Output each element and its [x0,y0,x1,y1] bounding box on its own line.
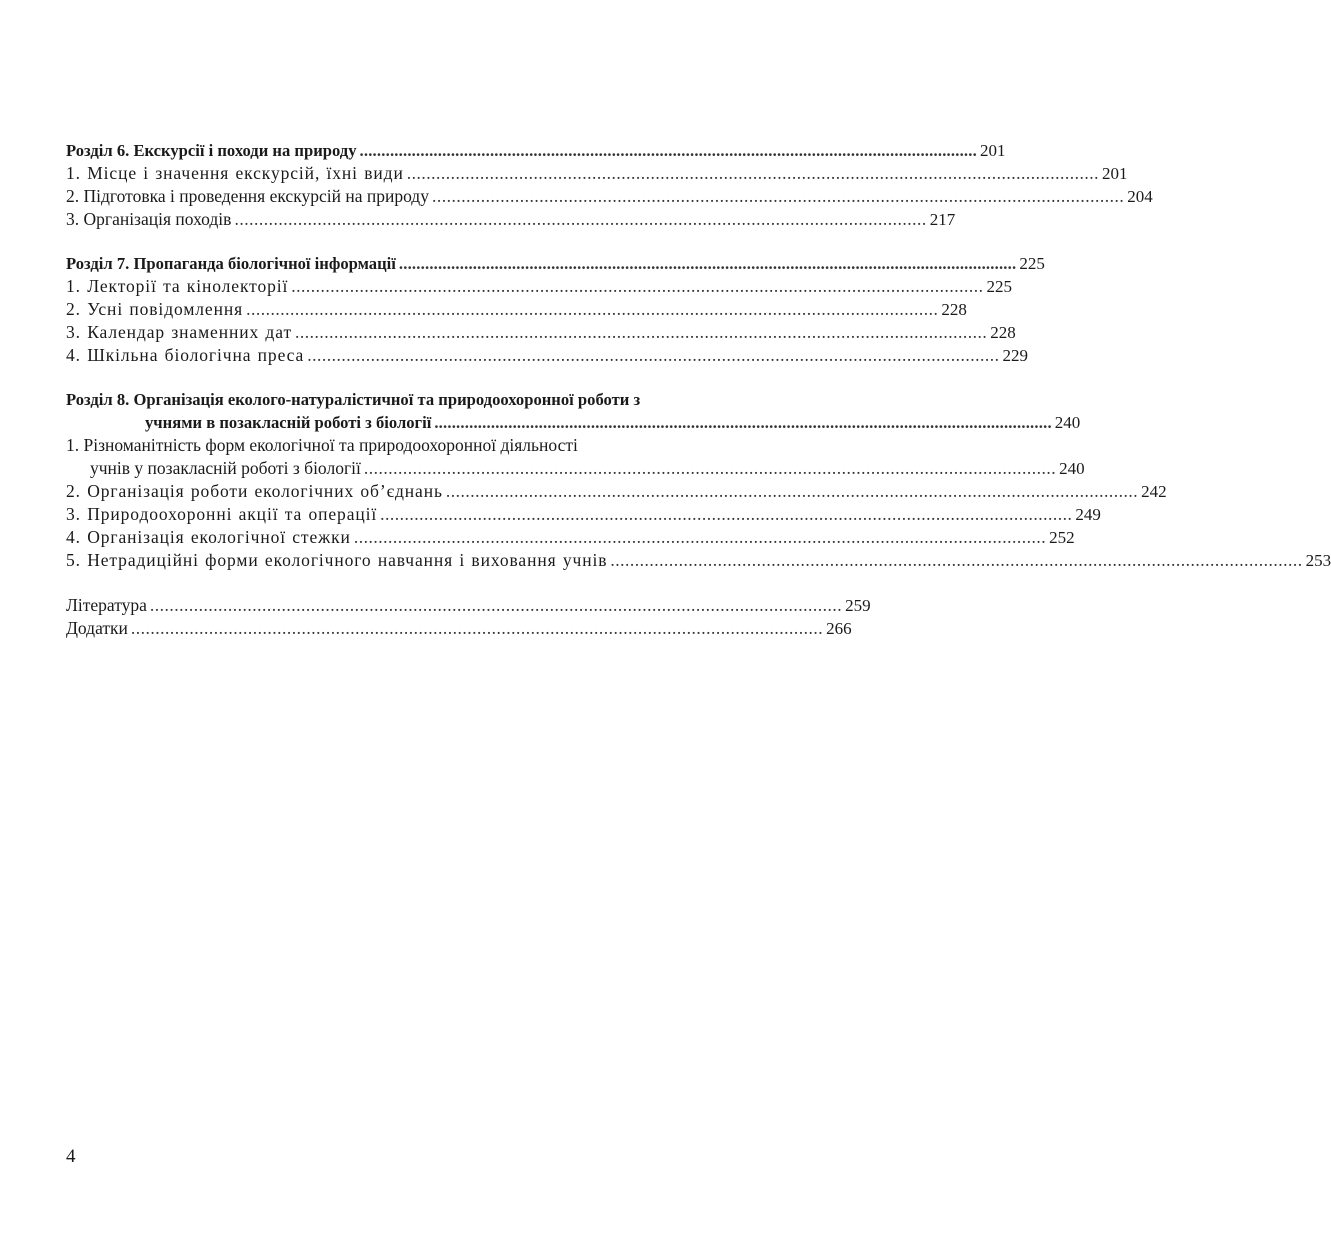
toc-back-matter [66,594,871,640]
dot-leader: .............................................................................................................................................. [234,209,927,229]
toc-heading-section-8-line2[interactable] [66,411,1081,434]
dot-leader: .............................................................................................................................................. [295,322,988,342]
toc-section-7 [66,252,1045,367]
toc-page-number: 229 [1002,346,1028,365]
toc-entry-text: 3. Календар знаменних дат [66,322,292,342]
table-of-contents [66,139,1331,661]
toc-entry[interactable] [66,162,1128,185]
toc-entry[interactable] [66,185,1153,208]
dot-leader: .............................................................................................................................................. [434,413,1052,432]
toc-entry[interactable] [66,321,1016,344]
dot-leader: .............................................................................................................................................. [291,276,984,296]
toc-heading-text: Розділ 8. Організація еколого-натуралістичної та природоохоронної роботи з [66,390,641,409]
dot-leader: .............................................................................................................................................. [130,618,824,638]
toc-entry[interactable] [66,208,956,231]
toc-page-number: 201 [1101,164,1128,183]
toc-entry-text: 2. Організація роботи екологічних об’єднань [66,481,443,501]
toc-entry-appendices[interactable] [66,617,852,640]
toc-entry-line1[interactable] [66,434,753,457]
toc-page-number: 240 [1054,413,1081,432]
dot-leader: .............................................................................................................................................. [359,141,977,160]
toc-entry[interactable] [66,503,1101,526]
toc-page-number: 228 [941,300,967,319]
dot-leader: .............................................................................................................................................. [380,504,1073,524]
toc-entry-text: 2. Підготовка і проведення екскурсій на природу [66,186,429,206]
toc-page-number: 242 [1141,482,1167,501]
toc-entry-text: 5. Нетрадиційні форми екологічного навчання і виховання учнів [66,550,608,570]
dot-leader: .............................................................................................................................................. [610,550,1303,570]
toc-heading-section-7[interactable] [66,252,1045,275]
dot-leader: .............................................................................................................................................. [406,163,1099,183]
toc-entry-text: учнів у позакласній роботі з біології [90,458,361,478]
toc-page-number: 204 [1127,187,1153,206]
toc-entry-text: 4. Організація екологічної стежки [66,527,351,547]
dot-leader: .............................................................................................................................................. [307,345,1000,365]
toc-heading-section-8-line1[interactable] [66,388,753,411]
toc-entry[interactable] [66,549,1331,572]
toc-page-number: 240 [1059,459,1085,478]
toc-page-number: 253 [1305,551,1331,570]
toc-entry-text: 1. Лекторії та кінолекторії [66,276,289,296]
toc-entry[interactable] [66,298,967,321]
toc-page-number: 259 [845,596,871,615]
toc-entry-text: Література [66,595,147,615]
toc-page-number: 228 [990,323,1016,342]
toc-entry-text: 2. Усні повідомлення [66,299,244,319]
toc-entry-text: 1. Місце і значення екскурсій, їхні види [66,163,404,183]
dot-leader: .............................................................................................................................................. [353,527,1047,547]
toc-page-number: 217 [929,210,956,229]
toc-page-number: 252 [1049,528,1075,547]
toc-page-number: 249 [1075,505,1101,524]
toc-entry[interactable] [66,344,1028,367]
dot-leader: .............................................................................................................................................. [431,186,1125,206]
dot-leader: .............................................................................................................................................. [246,299,939,319]
toc-entry-line2[interactable] [66,457,1085,480]
toc-entry[interactable] [66,275,1013,298]
toc-entry-text: 3. Природоохоронні акції та операції [66,504,378,524]
toc-page-number: 201 [979,141,1006,160]
toc-entry-literature[interactable] [66,594,871,617]
toc-page-number: 225 [986,277,1013,296]
toc-entry-text: 4. Шкільна біологічна преса [66,345,305,365]
toc-heading-text: учнями в позакласній роботі з біології [145,413,432,432]
dot-leader: .............................................................................................................................................. [149,595,843,615]
toc-entry-text: Додатки [66,618,128,638]
toc-page-number: 266 [826,619,852,638]
page-number: 4 [66,1146,76,1167]
toc-entry-text: 3. Організація походів [66,209,232,229]
dot-leader: .............................................................................................................................................. [398,254,1017,273]
toc-section-6 [66,139,1153,231]
dot-leader: .............................................................................................................................................. [445,481,1139,501]
toc-heading-text: Розділ 7. Пропаганда біологічної інформації [66,254,396,273]
dot-leader: .............................................................................................................................................. [363,458,1057,478]
toc-heading-section-6[interactable] [66,139,1006,162]
toc-entry[interactable] [66,526,1075,549]
toc-heading-text: Розділ 6. Екскурсії і походи на природу [66,141,357,160]
toc-page-number: 225 [1019,254,1045,273]
toc-entry-text: 1. Різноманітність форм екологічної та природоохоронної діяльності [66,435,578,455]
toc-section-8 [66,388,1331,572]
toc-entry[interactable] [66,480,1167,503]
